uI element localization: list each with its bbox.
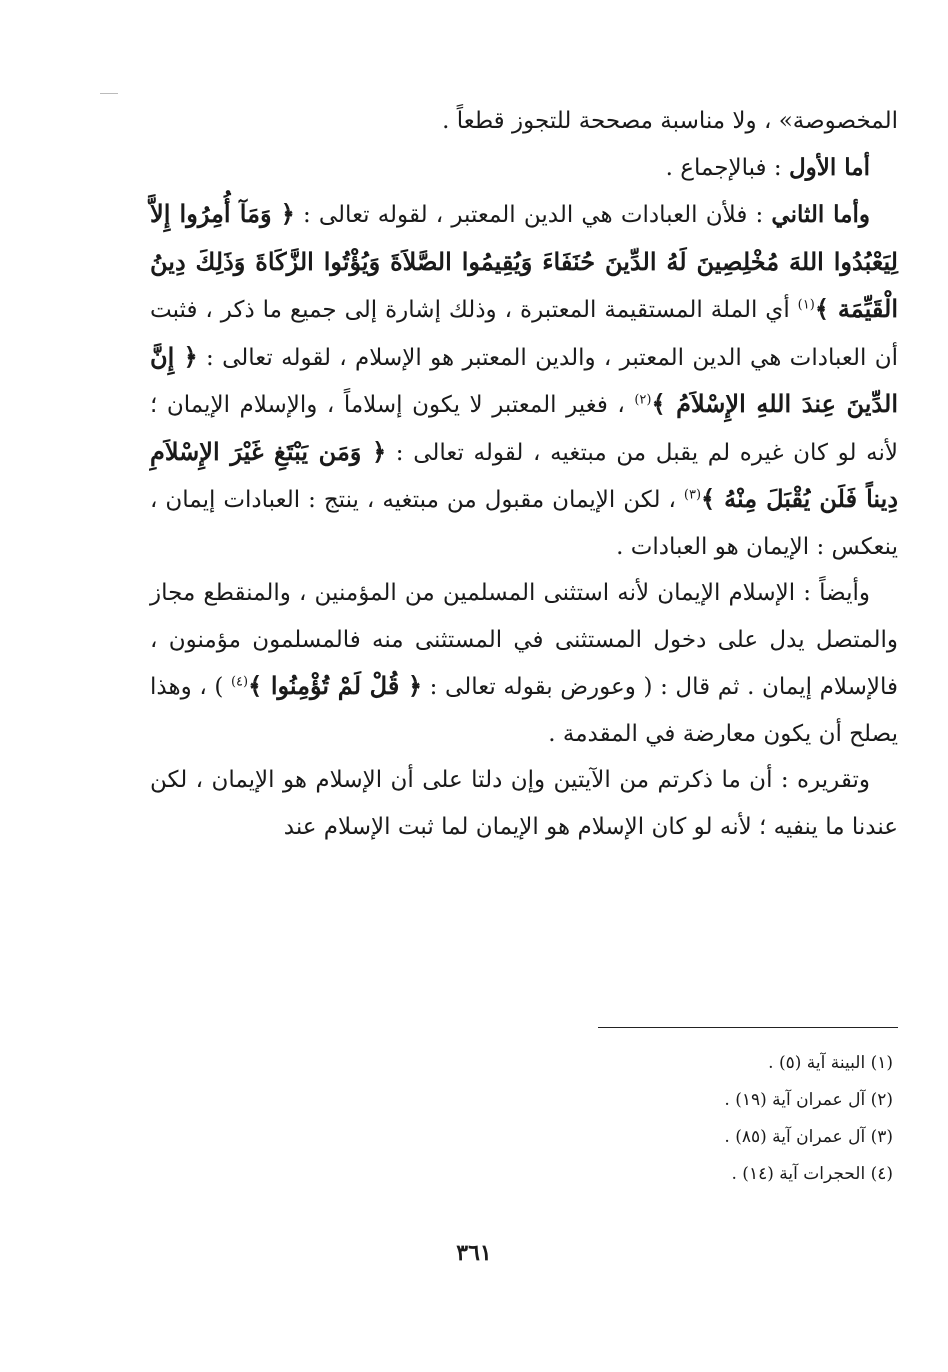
paragraph-2-text: : فبالإجماع . (665, 154, 789, 181)
paragraph-3-text-d: ، لكن الإيمان مقبول من مبتغيه ، ينتج : العبادات إيمان ، ينعكس : الإيمان هو العبادات . (150, 487, 898, 560)
page-number: ٣٦١ (456, 1240, 492, 1266)
quran-verse-2: ﴿ إِنَّ الدِّينَ عِندَ اللهِ الإِسْلاَمُ ﴾ (150, 341, 899, 418)
footnote-divider (598, 1027, 898, 1028)
footnote-3: (٣) آل عمران آية (٨٥) . (724, 1127, 893, 1147)
paragraph-3 (150, 191, 898, 570)
paragraph-4 (150, 570, 898, 757)
paragraph-4-text-b: ) ، وهذا يصلح أن يكون معارضة في المقدمة . (150, 674, 898, 747)
paragraph-1 (150, 98, 898, 145)
footnote-2: (٢) آل عمران آية (١٩) . (724, 1090, 893, 1110)
paragraph-3-text-a: : فلأن العبادات هي الدين المعتبر ، لقوله تعالى : (294, 202, 772, 228)
footnote-4: (٤) الحجرات آية (١٤) . (731, 1164, 893, 1184)
paragraph-2 (150, 145, 898, 192)
margin-mark (100, 93, 118, 94)
paragraph-3-text-b: أي الملة المستقيمة المعتبرة ، وذلك إشارة إلى جميع ما ذكر ، فثبت أن العبادات هي الدين المعتبر ، والدين المعتبر هو الإسلام ، لقوله تعالى : (150, 297, 898, 371)
paragraph-3-text-c: ، فغير المعتبر لا يكون إسلاماً ، والإسلام الإيمان ؛ لأنه لو كان غيره لم يقبل من مبتغيه ، لقوله تعالى : (150, 392, 898, 466)
paragraph-1-text: المخصوصة» ، ولا مناسبة مصححة للتجوز قطعاً . (442, 108, 898, 134)
paragraph-3-label: وأما الثاني (771, 201, 871, 228)
footnote-ref-1: (١) (797, 297, 815, 313)
footnote-ref-3: (٣) (683, 487, 702, 503)
footnote-ref-4: (٤) (230, 674, 249, 690)
paragraph-5-text: وتقريره : أن ما ذكرتم من الآيتين وإن دلتا على أن الإسلام هو الإيمان ، لكن عندنا ما ينفيه ؛ لأنه لو كان الإسلام هو الإيمان لما ثبت الإسلام عند (150, 767, 898, 840)
paragraph-4-text-a: وأيضاً : الإسلام الإيمان لأنه استثنى المسلمين من المؤمنين ، والمنقطع مجاز والمتصل يدل على دخول المستثنى في المستثنى منه فالمسلمون مؤمنون ، فالإسلام إيمان . ثم قال : ( وعورض بقوله تعالى : (150, 580, 898, 700)
footnote-1: (١) البينة آية (٥) . (768, 1053, 893, 1073)
quran-verse-1: ﴿ وَمَآ أُمِرُوا إِلاَّ لِيَعْبُدُوا اللهَ مُخْلِصِينَ لَهُ الدِّينَ حُنَفَاءَ وَيُقِيمُوا الصَّلاَةَ وَيُؤْتُوا الزَّكَاةَ وَذَلِكَ دِينُ الْقَيِّمَة ﴾ (150, 199, 898, 323)
main-text (150, 98, 898, 850)
paragraph-5 (150, 757, 898, 850)
quran-verse-4: ﴿ قُلْ لَمْ تُؤْمِنُوا ﴾ (248, 671, 423, 700)
paragraph-2-label: أما الأول (788, 153, 870, 181)
footnotes (493, 1045, 893, 1193)
footnote-ref-2: (٢) (634, 392, 652, 408)
quran-verse-3: ﴿ وَمَن يَبْتَغِ غَيْرَ الإِسْلاَمِ دِيناً فَلَن يُقْبَلَ مِنْهُ ﴾ (150, 436, 898, 513)
